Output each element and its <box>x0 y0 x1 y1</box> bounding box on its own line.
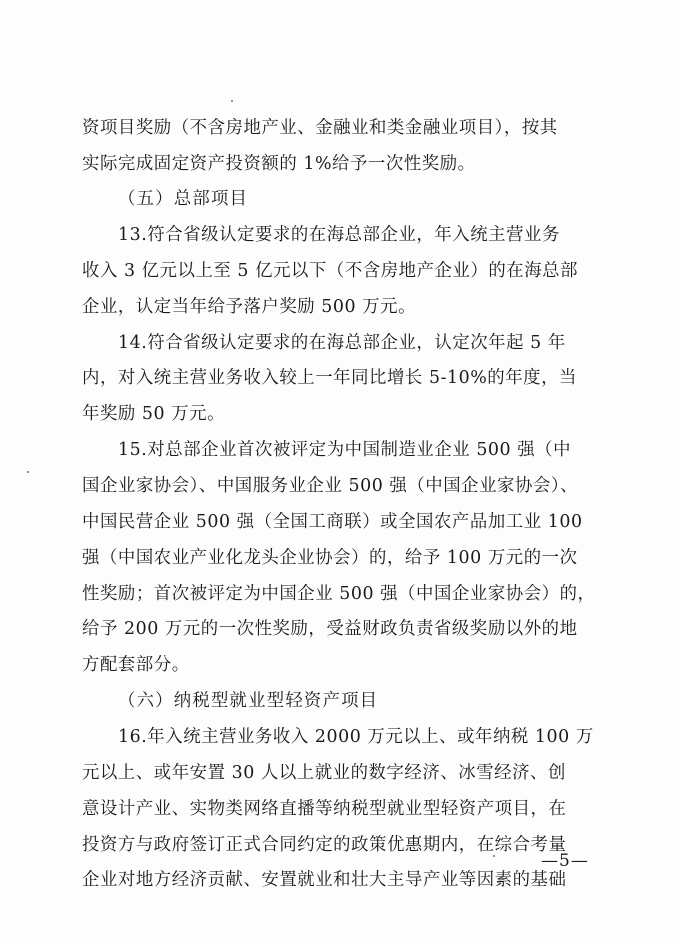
text-line-2: 实际完成固定资产投资额的 1%给予一次性奖励。 <box>82 154 476 174</box>
text-line-22: 企业对地方经济贡献、安置就业和壮大主导产业等因素的基础 <box>82 870 567 890</box>
text-line-1: 资项目奖励（不含房地产业、金融业和类金融业项目），按其 <box>82 118 558 138</box>
text-line-11: 国企业家协会）、中国服务业企业 500 强（中国企业家协会）、 <box>82 476 579 496</box>
text-line-12: 中国民营企业 500 强（全国工商联）或全国农产品加工业 100 <box>82 512 583 532</box>
text-line-15: 给予 200 万元的一次性奖励，受益财政负责省级奖励以外的地 <box>82 619 578 639</box>
section-heading-six: （六）纳税型就业型轻资产项目 <box>118 691 379 711</box>
page-number: —5— <box>541 851 589 871</box>
scan-speck <box>493 855 495 857</box>
text-line-13: 强（中国农业产业化龙头企业协会）的，给予 100 万元的一次 <box>82 548 578 568</box>
text-line-16: 方配套部分。 <box>82 655 190 675</box>
text-line-5: 收入 3 亿元以上至 5 亿元以下（不含房地产企业）的在海总部 <box>82 261 579 281</box>
text-line-item-16: 16.年入统主营业务收入 2000 万元以上、或年纳税 100 万 <box>118 727 594 747</box>
section-heading-five: （五）总部项目 <box>118 189 249 209</box>
text-line-14: 性奖励；首次被评定为中国企业 500 强（中国企业家协会）的， <box>82 584 596 604</box>
text-line-item-15: 15.对总部企业首次被评定为中国制造业企业 500 强（中 <box>118 440 572 460</box>
text-line-item-14: 14.符合省级认定要求的在海总部企业，认定次年起 5 年 <box>118 333 566 353</box>
text-line-9: 年奖励 50 万元。 <box>82 404 226 424</box>
text-line-8: 内，对入统主营业务收入较上一年同比增长 5-10%的年度，当 <box>82 368 577 388</box>
scan-speck <box>27 471 29 473</box>
scan-speck <box>231 100 233 102</box>
text-line-21: 投资方与政府签订正式合同约定的政策优惠期内，在综合考量 <box>82 835 567 855</box>
text-line-6: 企业，认定当年给予落户奖励 500 万元。 <box>82 297 417 317</box>
text-line-item-13: 13.符合省级认定要求的在海总部企业，年入统主营业务 <box>118 225 560 245</box>
text-line-20: 意设计产业、实物类网络直播等纳税型就业型轻资产项目，在 <box>82 799 567 819</box>
text-line-19: 元以上、或年安置 30 人以上就业的数字经济、冰雪经济、创 <box>82 763 566 783</box>
